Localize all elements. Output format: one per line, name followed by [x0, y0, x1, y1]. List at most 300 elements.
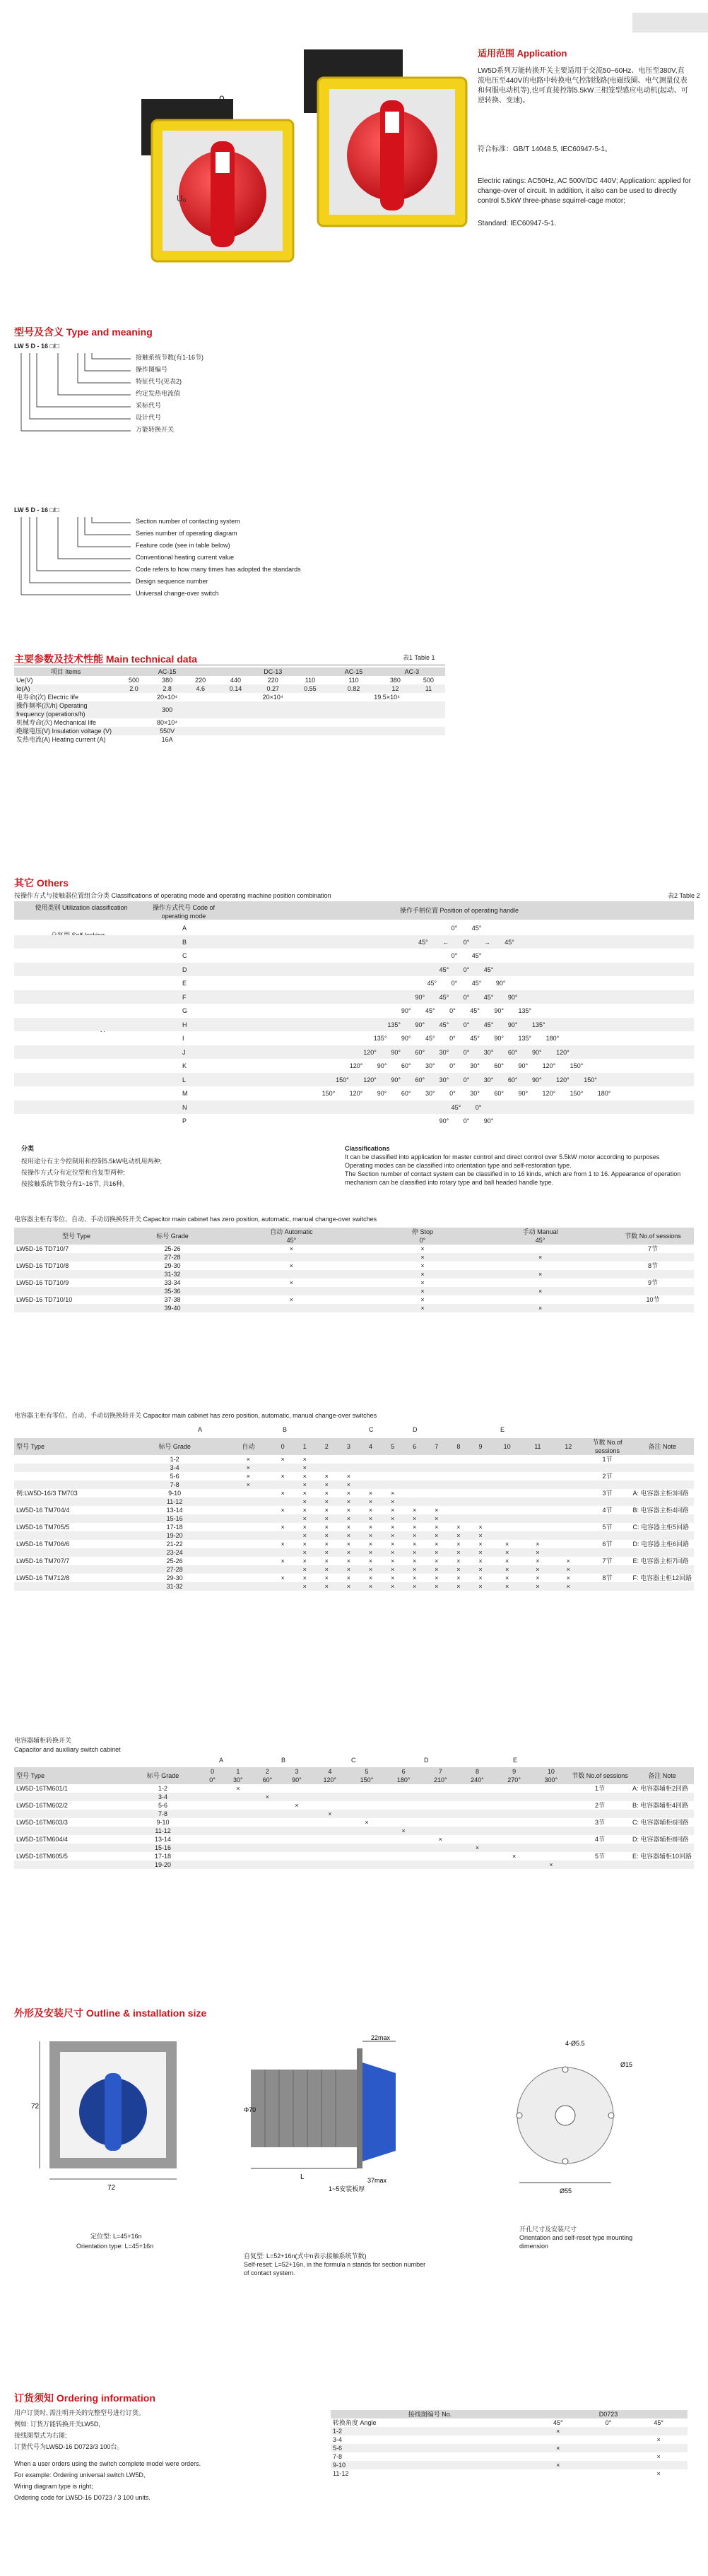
th: 4: [360, 1438, 382, 1455]
th: 5: [382, 1438, 403, 1455]
cell: 0.55: [292, 684, 329, 693]
cell: [422, 1860, 459, 1869]
cell: [382, 1464, 403, 1472]
cell: ×: [420, 1296, 425, 1303]
cell: [385, 1818, 422, 1827]
table-row: [14, 1059, 694, 1073]
cell: ×: [553, 1565, 584, 1574]
cell: [553, 1497, 584, 1506]
th: 1: [223, 1767, 253, 1776]
cell: 29-30: [166, 1574, 183, 1581]
cell: [272, 1464, 294, 1472]
cell: ×: [294, 1497, 316, 1506]
cap-auto-caption: 电容器主柜有零位、自动、手动切换换转开关 Capacitor main cabinet has zero position, automatic, manual change-over switches: [14, 1216, 377, 1223]
cell: [570, 1827, 630, 1835]
cell: 110: [348, 677, 359, 684]
cell: ×: [377, 1270, 468, 1278]
cell: [253, 1844, 283, 1852]
cell: 0.82: [329, 684, 379, 693]
cell: ×: [324, 1490, 329, 1497]
application-standard-zh: 符合标准：GB/T 14048.5, IEC60947-5-1。: [478, 146, 612, 153]
cell: ×: [566, 1557, 570, 1565]
table-row: [14, 1793, 694, 1801]
cell: 440: [230, 677, 242, 684]
cell: ×: [566, 1574, 570, 1581]
th: 0: [201, 1767, 223, 1776]
cell: [225, 1497, 271, 1506]
cell: ×: [390, 1557, 395, 1565]
cell: [272, 1497, 294, 1506]
cell: ×: [505, 1541, 509, 1548]
cell: ×: [294, 1464, 316, 1472]
cell: 2节: [594, 1802, 605, 1809]
cell: 25-26: [166, 1557, 183, 1565]
table-row: [14, 1835, 694, 1844]
mode-code: N: [182, 1103, 187, 1111]
cell: [469, 1472, 491, 1480]
cap-manual-group-a: A: [198, 1426, 203, 1433]
cell: ×: [281, 1507, 285, 1514]
cell: ×: [438, 1836, 442, 1843]
cell: 7-8: [124, 1480, 225, 1489]
type-zh-item: 特征代号(见表2): [136, 378, 182, 385]
table-row: [331, 2435, 688, 2444]
cell: [492, 1497, 523, 1506]
cell: [469, 1514, 491, 1523]
th: 0°: [201, 1776, 223, 1784]
cell: [529, 2452, 587, 2461]
cell: ×: [456, 1541, 461, 1548]
cell: ×: [302, 1574, 307, 1581]
cell: [201, 1860, 223, 1869]
cell: 3-4: [124, 1464, 225, 1472]
cell: [14, 1480, 124, 1489]
cell: [201, 1835, 223, 1844]
table-row: [14, 1472, 694, 1480]
cell: [385, 1835, 422, 1844]
cell: [447, 1514, 469, 1523]
cell: ×: [368, 1541, 373, 1548]
cell: [533, 1835, 570, 1844]
cell: [523, 1497, 553, 1506]
cell: [282, 1835, 312, 1844]
ordering-title: 订货须知 Ordering information: [14, 2392, 155, 2404]
cell: LW5D-16 TM706/6: [16, 1541, 70, 1548]
th: 备注 Note: [630, 1438, 694, 1455]
cell: ×: [324, 1574, 329, 1581]
cell: [225, 1523, 271, 1531]
cell: [403, 1464, 425, 1472]
cell: LW5D-16TM604/4: [16, 1836, 68, 1843]
th: 9: [469, 1438, 491, 1455]
table-row: [14, 949, 694, 963]
cell: 4节: [594, 1836, 605, 1843]
cell: [447, 1480, 469, 1489]
cell: [225, 1557, 271, 1565]
orientation-en: Orientation type: L=45+16n: [76, 2243, 154, 2250]
cell: Ie(A): [14, 684, 117, 693]
cell: ×: [529, 2427, 587, 2435]
cell: 1节: [594, 1785, 605, 1792]
cell: 2.8: [151, 684, 184, 693]
cell: 机械寿命(次) Mechanical life: [16, 719, 97, 726]
cell: [459, 1801, 495, 1810]
cell: [447, 1497, 469, 1506]
cell: [553, 1506, 584, 1514]
cell: LW5D-16 TM707/7: [16, 1557, 70, 1565]
table-row: [14, 676, 445, 684]
cell: [14, 1464, 124, 1472]
cell: [533, 1852, 570, 1860]
cell: [348, 1852, 385, 1860]
cell: [272, 1480, 294, 1489]
cell: ×: [656, 2453, 661, 2460]
cell: 380: [389, 677, 401, 684]
cell: [570, 1810, 630, 1818]
cell: 1-2: [158, 1785, 168, 1792]
cell: [425, 1472, 447, 1480]
cell: [14, 1455, 124, 1464]
cell: [584, 1565, 630, 1574]
table-row: [14, 1287, 694, 1295]
type-zh-item: 操作图编号: [136, 366, 168, 373]
cell: [348, 1793, 385, 1801]
table-row: [14, 1810, 694, 1818]
th: 6: [403, 1438, 425, 1455]
handle-position: 120° 90° 60° 30° 0° 30° 60° 90° 120°: [363, 1048, 570, 1056]
cell: [225, 1565, 271, 1574]
cell: 8节: [602, 1574, 613, 1581]
cell: [425, 1480, 447, 1489]
others-rows: [14, 921, 694, 1128]
table-row: [14, 990, 694, 1004]
cell: [584, 1464, 630, 1472]
cell: ×: [302, 1541, 307, 1548]
th: 10: [533, 1767, 570, 1776]
cell: [553, 1480, 584, 1489]
cell: 9节: [647, 1279, 658, 1286]
cell: [612, 1270, 694, 1278]
th: 节数 No.of sessions: [612, 1228, 694, 1245]
col-ac3: AC-3: [379, 667, 445, 676]
cell: ×: [536, 1541, 540, 1548]
cell: ×: [469, 1531, 491, 1540]
cell: [587, 2469, 630, 2478]
cell: [225, 1574, 271, 1582]
cell: 1-2: [170, 1456, 179, 1463]
cell: 23-24: [124, 1548, 225, 1557]
cell: ×: [536, 1557, 540, 1565]
switch-photo-left: [141, 93, 293, 261]
th: 2: [316, 1438, 338, 1455]
cell: ×: [294, 1480, 316, 1489]
cell: [630, 1531, 694, 1540]
cell: [282, 1810, 312, 1818]
cell: ×: [324, 1524, 329, 1531]
table-row: [14, 1523, 694, 1531]
cell: [312, 1844, 348, 1852]
cell: ×: [390, 1524, 395, 1531]
main-tech-title: 主要参数及技术性能 Main technical data: [14, 653, 198, 665]
cell: [496, 1810, 533, 1818]
th: 45°: [206, 1236, 377, 1245]
th: 手动 Manual: [468, 1228, 612, 1236]
cell: [385, 1793, 422, 1801]
cell: [584, 1582, 630, 1591]
cell: [382, 1472, 403, 1480]
cell: ×: [302, 1473, 307, 1480]
cell: ×: [413, 1557, 417, 1565]
th: 7: [425, 1438, 447, 1455]
application-standard-en: Standard: IEC60947-5-1.: [478, 220, 557, 227]
cell: [459, 1818, 495, 1827]
cell: [14, 1270, 138, 1278]
cell: [223, 1818, 253, 1827]
cell: ×: [403, 1548, 425, 1557]
cell: [223, 1844, 253, 1852]
cell: LW5D-16 TM705/5: [16, 1524, 70, 1531]
table-row: [14, 1818, 694, 1827]
outline-drawing-side: [244, 2034, 427, 2218]
cell: [553, 1531, 584, 1540]
handle-position: 150° 120° 90° 60° 30° 0° 30° 60° 90° 120° 150° 180°: [321, 1090, 611, 1097]
cell: ×: [295, 1802, 299, 1809]
ordering-zh-line: 例如: 订货万能转换开关LW5D,: [14, 2421, 100, 2428]
cell: ×: [316, 1548, 338, 1557]
cell: 80×10⁴: [157, 719, 178, 726]
classification-zh-title: 分类: [21, 1145, 35, 1152]
handle-position: 90° 45° 0° 45° 90° 135°: [401, 1007, 532, 1014]
cell: ×: [468, 1253, 612, 1262]
cell: [469, 1506, 491, 1514]
th: 6: [385, 1767, 422, 1776]
cell: [447, 1472, 469, 1480]
handle-position: 135° 90° 45° 0° 45° 90° 135° 180°: [373, 1035, 560, 1042]
cell: [348, 1844, 385, 1852]
th: 型号 Type: [14, 1228, 138, 1245]
cell: 20×10⁴: [157, 694, 178, 701]
cell: LW5D-16TM605/5: [16, 1853, 68, 1860]
th: 接线图编号 No.: [331, 2410, 529, 2418]
th: 12: [553, 1438, 584, 1455]
cell: ×: [338, 1582, 360, 1591]
cell: ×: [368, 1557, 373, 1565]
cell: 19.5×10⁴: [374, 694, 400, 701]
handle-position: 45° 0° 45° 90°: [427, 980, 506, 987]
self-reset-en: Self-reset: L=52+16n, in the formula n stands for section number of contact system.: [244, 2261, 426, 2277]
handle-position: 45° ← 0° → 45°: [418, 938, 514, 946]
cell: ×: [316, 1497, 338, 1506]
cell: ×: [302, 1490, 307, 1497]
cell: [201, 1827, 223, 1835]
cell: [360, 1464, 382, 1472]
table-row: [14, 1844, 694, 1852]
cell: ×: [435, 1524, 439, 1531]
cell: [422, 1827, 459, 1835]
cell: ×: [316, 1514, 338, 1523]
cell: A: 电容器主柜3回路: [632, 1490, 689, 1497]
type-code-en: LW 5 D - 16 □/□: [14, 506, 59, 514]
cell: ×: [425, 1548, 447, 1557]
cell: [425, 1489, 447, 1497]
cell: ×: [447, 1548, 469, 1557]
cell: 27-28: [124, 1565, 225, 1574]
cell: [385, 1852, 422, 1860]
cell: [385, 1860, 422, 1869]
cell: 发热电流(A) Heating current (A): [16, 736, 106, 743]
cell: 3节: [594, 1819, 605, 1826]
cell: ×: [289, 1245, 294, 1252]
cell: [587, 2427, 630, 2435]
cell: [206, 1287, 377, 1295]
cell: [223, 1835, 253, 1844]
ordering-en-line: Ordering code for LW5D-16 D0723 / 3 100 units.: [14, 2494, 151, 2501]
type-en-item: Series number of operating diagram: [136, 530, 237, 537]
ordering-en-line: When a user orders using the switch complete model were orders.: [14, 2460, 201, 2467]
th: 停 Stop: [377, 1228, 468, 1236]
dim-phi55: Ø55: [560, 2188, 572, 2195]
mode-code: C: [182, 952, 187, 959]
th: 5: [348, 1767, 385, 1776]
cell: [382, 1455, 403, 1464]
cell: ×: [324, 1557, 329, 1565]
cell: [587, 2435, 630, 2444]
cap-manual-group-c: C: [369, 1426, 374, 1433]
table-row: [14, 1304, 694, 1312]
cell: [459, 1784, 495, 1793]
cell: [223, 1793, 253, 1801]
cell: 21-22: [166, 1541, 183, 1548]
cell: [272, 1514, 294, 1523]
cell: [459, 1852, 495, 1860]
cell: ×: [281, 1574, 285, 1581]
cell: ×: [656, 2436, 661, 2443]
cell: [468, 1262, 612, 1270]
cell: [348, 1784, 385, 1793]
cell: [403, 1472, 425, 1480]
table-row: [14, 1455, 694, 1464]
cell: LW5D-16TM601/1: [16, 1785, 68, 1792]
cell: [403, 1455, 425, 1464]
ordering-zh-line: 订货代号为LW5D-16 D0723/3 100台。: [14, 2443, 124, 2450]
cell: ×: [403, 1582, 425, 1591]
dim-72-h: 72: [107, 2184, 116, 2192]
cell: 33-34: [164, 1279, 181, 1286]
others-col-code: 操作方式代号 Code of operating mode: [152, 904, 216, 920]
cell: [225, 1582, 271, 1591]
cell: 3节: [602, 1490, 613, 1497]
cell: ×: [246, 1473, 251, 1480]
main-tech-table: [14, 667, 445, 744]
cell: ×: [324, 1541, 329, 1548]
cell: E: 电容器主柜7回路: [632, 1557, 689, 1565]
cell: 例:LW5D-16/3 TM703: [16, 1490, 78, 1497]
cell: ×: [478, 1574, 483, 1581]
th: 型号 Type: [14, 1438, 124, 1455]
product-photo: [85, 35, 509, 275]
cell: [492, 1464, 523, 1472]
mode-code: D: [182, 966, 187, 973]
table-row: [14, 963, 694, 977]
cell: ×: [360, 1565, 382, 1574]
cell: [282, 1860, 312, 1869]
cell: ×: [316, 1565, 338, 1574]
cell: ×: [324, 1473, 329, 1480]
cell: [612, 1287, 694, 1295]
cell: ×: [368, 1574, 373, 1581]
classification-zh: [21, 1144, 318, 1188]
dim-holes: 4-Ø5.5: [565, 2040, 585, 2047]
cell: ×: [456, 1524, 461, 1531]
cell: [282, 1818, 312, 1827]
others-subtitle: 按操作方式与接触器位置组合分类 Classifications of operating mode and operating machine position combination: [14, 892, 331, 899]
cell: [201, 1793, 223, 1801]
cell: [223, 1801, 253, 1810]
cell: ×: [385, 1827, 422, 1835]
cell: [360, 1472, 382, 1480]
cell: 11: [412, 684, 445, 693]
cell: [14, 1304, 138, 1312]
table-row: [14, 1245, 694, 1253]
ordering-text: [14, 2409, 297, 2502]
cell: ×: [425, 1582, 447, 1591]
cell: ×: [468, 1270, 612, 1278]
cell: [14, 1810, 124, 1818]
cell: ×: [553, 1582, 584, 1591]
cell: ×: [368, 1507, 373, 1514]
cell: [425, 1455, 447, 1464]
cell: [14, 1844, 124, 1852]
ordering-zh-line: 用户订货时, 需注明开关的完整型号进行订货。: [14, 2409, 146, 2416]
cell: [403, 1497, 425, 1506]
cell: ×: [338, 1514, 360, 1523]
table-row: [14, 1852, 694, 1860]
th: 节数 No.of sessions: [570, 1767, 630, 1784]
handle-position: 0° 45°: [451, 925, 482, 932]
cell: [425, 1497, 447, 1506]
table-row: [14, 1073, 694, 1087]
cell: ×: [382, 1497, 403, 1506]
cell: [496, 1793, 533, 1801]
th: 270°: [496, 1776, 533, 1784]
type-code: LW 5 D - 16 □/□: [14, 343, 59, 350]
cell: ×: [403, 1565, 425, 1574]
cell: 5节: [594, 1853, 605, 1860]
cell: 15-16: [124, 1844, 201, 1852]
table-row: [14, 1574, 694, 1582]
cell: ×: [338, 1531, 360, 1540]
cell: 19-20: [124, 1531, 225, 1540]
cell: ×: [390, 1541, 395, 1548]
th: 标号 Grade: [124, 1767, 201, 1784]
cell: ×: [447, 1531, 469, 1540]
handle-position: 150° 120° 90° 60° 30° 0° 30° 60° 90° 120° 150°: [336, 1076, 597, 1084]
cell: [272, 1565, 294, 1574]
cell: [385, 1810, 422, 1818]
cell: ×: [346, 1490, 351, 1497]
table-row: [14, 1480, 694, 1489]
cell: F: 电容器主柜12回路: [632, 1574, 692, 1581]
cell: ×: [346, 1557, 351, 1565]
cell: ×: [316, 1480, 338, 1489]
cell: ×: [529, 2461, 587, 2469]
cell: 29-30: [164, 1262, 181, 1269]
cell: ×: [294, 1548, 316, 1557]
dim-72-v: 72: [31, 2103, 40, 2111]
cell: B: 电容器主柜4回路: [632, 1507, 689, 1514]
cell: ×: [294, 1514, 316, 1523]
cell: LW5D-16 TD710/8: [16, 1262, 69, 1269]
